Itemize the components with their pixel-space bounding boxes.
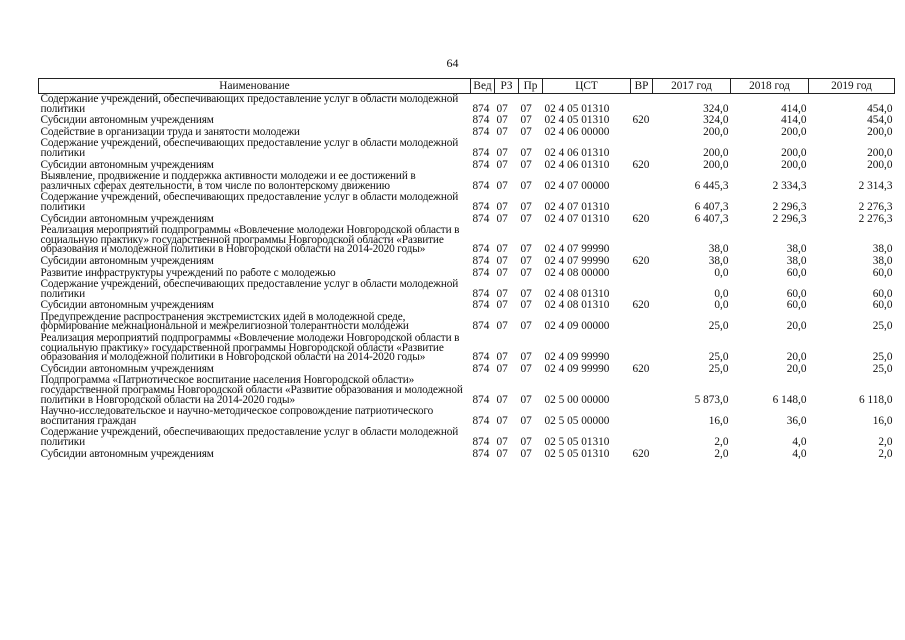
cell-rz: 07 [496, 300, 508, 312]
table-row [39, 312, 895, 333]
cell-vr: 620 [632, 255, 650, 267]
cell-cst: 02 4 05 01310 [544, 102, 610, 115]
table-row [39, 449, 895, 461]
cell-ved: 874 [472, 213, 490, 225]
cell-name: Развитие инфраструктуры учреждений по работе с молодежью [40, 267, 336, 279]
cell-cst: 02 4 07 01310 [544, 200, 610, 213]
cell-2017: 6 445,3 [694, 179, 729, 192]
cell-vr [631, 192, 653, 213]
cell-2017: 200,0 [703, 146, 729, 159]
cell-vr [631, 427, 653, 448]
cell-name: Содействие в организации труда и занятости молодежи [40, 126, 300, 138]
cell-rz: 07 [496, 448, 508, 460]
cell-2017: 324,0 [703, 102, 729, 115]
header-2018: 2018 год [731, 79, 809, 94]
table-row [39, 279, 895, 300]
cell-ved: 874 [472, 436, 490, 448]
table-row [39, 364, 895, 376]
cell-vr: 620 [632, 363, 650, 375]
cell-2017: 5 873,0 [694, 393, 729, 406]
cell-cst: 02 4 07 01310 [544, 213, 610, 225]
cell-ved: 874 [472, 320, 490, 333]
cell-rz: 07 [496, 115, 508, 127]
cell-ved: 874 [472, 300, 490, 312]
cell-ved: 874 [472, 267, 490, 279]
cell-2019: 2 276,3 [858, 200, 893, 213]
table-row [39, 214, 895, 226]
cell-rz: 07 [496, 102, 508, 115]
cell-2017: 200,0 [703, 126, 729, 138]
cell-2019: 454,0 [867, 115, 893, 127]
cell-vr [631, 225, 653, 256]
cell-2017: 38,0 [708, 243, 729, 256]
cell-vr: 620 [632, 300, 650, 312]
cell-2018: 38,0 [786, 255, 807, 267]
cell-2018: 2 296,3 [772, 200, 807, 213]
cell-name: Подпрограмма «Патриотическое воспитание населения Новгородской области» государственной программы Новгородской области «Развитие образования и молодежной политики в Новгородской области на 2014-2020 годы» [40, 375, 463, 406]
cell-2018: 414,0 [781, 115, 807, 127]
cell-ved: 874 [472, 351, 490, 364]
cell-rz: 07 [496, 243, 508, 256]
cell-vr [631, 406, 653, 427]
cell-cst: 02 5 00 00000 [544, 393, 610, 406]
table-body [39, 94, 895, 461]
cell-name: Субсидии автономным учреждениям [40, 448, 214, 460]
cell-ved: 874 [472, 243, 490, 256]
cell-name: Реализация мероприятий подпрограммы «Вовлечение молодежи Новгородской области в социальную практику» государственной программы Новгородской области «Развитие образования и молодежной политики в Новгородской области на 2014-2020 годы» [40, 333, 460, 364]
cell-rz: 07 [496, 363, 508, 375]
cell-name: Субсидии автономным учреждениям [40, 363, 214, 375]
cell-2017: 6 407,3 [694, 200, 729, 213]
cell-2019: 60,0 [872, 300, 893, 312]
cell-ved: 874 [472, 179, 490, 192]
cell-2018: 414,0 [781, 102, 807, 115]
header-name: Наименование [39, 79, 471, 94]
cell-pr: 07 [520, 351, 532, 364]
cell-cst: 02 5 05 01310 [544, 436, 610, 448]
cell-2017: 0,0 [714, 287, 729, 300]
cell-2018: 4,0 [792, 448, 807, 460]
cell-2019: 60,0 [872, 267, 893, 279]
cell-pr: 07 [520, 115, 532, 127]
cell-vr [631, 171, 653, 192]
cell-name: Субсидии автономным учреждениям [40, 115, 214, 127]
cell-2019: 200,0 [867, 126, 893, 138]
cell-name: Предупреждение распространения экстремистских идей в молодежной среде, формирование межнациональной и межрелигиозной толерантности молодежи [40, 311, 409, 333]
header-ved: Вед [471, 79, 495, 94]
cell-2019: 60,0 [872, 287, 893, 300]
cell-cst: 02 4 09 99990 [544, 351, 610, 364]
table-row [39, 160, 895, 172]
cell-pr: 07 [520, 159, 532, 171]
table-row [39, 300, 895, 312]
cell-rz: 07 [496, 351, 508, 364]
cell-vr [631, 138, 653, 159]
cell-pr: 07 [520, 179, 532, 192]
cell-2018: 38,0 [786, 243, 807, 256]
cell-pr: 07 [520, 255, 532, 267]
cell-name: Содержание учреждений, обеспечивающих предоставление услуг в области молодежной политики [40, 427, 459, 448]
table-row [39, 375, 895, 406]
cell-cst: 02 5 05 01310 [544, 448, 610, 460]
cell-2017: 0,0 [714, 267, 729, 279]
table-row [39, 171, 895, 192]
cell-vr: 620 [632, 448, 650, 460]
cell-rz: 07 [496, 436, 508, 448]
cell-rz: 07 [496, 255, 508, 267]
cell-2019: 38,0 [872, 255, 893, 267]
cell-2017: 200,0 [703, 159, 729, 171]
cell-vr: 620 [632, 159, 650, 171]
cell-name: Реализация мероприятий подпрограммы «Вовлечение молодежи Новгородской области в социальную практику» государственной программы Новгородской области «Развитие образования и молодежной политики в Новгородской области на 2014-2020 годы» [40, 225, 460, 256]
header-rz: РЗ [495, 79, 519, 94]
header-2019: 2019 год [809, 79, 895, 94]
cell-rz: 07 [496, 146, 508, 159]
cell-rz: 07 [496, 200, 508, 213]
cell-2018: 20,0 [786, 351, 807, 364]
cell-2017: 25,0 [708, 320, 729, 333]
cell-cst: 02 4 06 01310 [544, 146, 610, 159]
cell-2017: 2,0 [714, 448, 729, 460]
table-row [39, 268, 895, 280]
cell-pr: 07 [520, 267, 532, 279]
table-row [39, 256, 895, 268]
cell-2018: 2 334,3 [772, 179, 807, 192]
cell-2018: 60,0 [786, 267, 807, 279]
cell-cst: 02 4 08 01310 [544, 287, 610, 300]
cell-2019: 25,0 [872, 363, 893, 375]
cell-2017: 324,0 [703, 115, 729, 127]
cell-cst: 02 4 09 00000 [544, 320, 610, 333]
cell-ved: 874 [472, 102, 490, 115]
table-row [39, 127, 895, 139]
cell-2019: 200,0 [867, 146, 893, 159]
cell-2017: 25,0 [708, 363, 729, 375]
cell-pr: 07 [520, 320, 532, 333]
cell-cst: 02 4 05 01310 [544, 115, 610, 127]
cell-2019: 454,0 [867, 102, 893, 115]
cell-2018: 200,0 [781, 159, 807, 171]
table-row [39, 427, 895, 448]
cell-vr [631, 375, 653, 406]
cell-2019: 200,0 [867, 159, 893, 171]
cell-2019: 2 276,3 [858, 213, 893, 225]
cell-vr [631, 94, 653, 116]
table-row [39, 192, 895, 213]
cell-cst: 02 5 05 00000 [544, 414, 610, 427]
cell-vr [631, 333, 653, 364]
cell-2017: 16,0 [708, 414, 729, 427]
cell-2019: 38,0 [872, 243, 893, 256]
cell-cst: 02 4 08 01310 [544, 300, 610, 312]
header-row [39, 79, 895, 94]
cell-ved: 874 [472, 126, 490, 138]
cell-rz: 07 [496, 393, 508, 406]
cell-ved: 874 [472, 200, 490, 213]
cell-name: Субсидии автономным учреждениям [40, 300, 214, 312]
cell-2018: 4,0 [792, 436, 807, 448]
cell-pr: 07 [520, 363, 532, 375]
cell-rz: 07 [496, 414, 508, 427]
cell-vr [631, 279, 653, 300]
cell-rz: 07 [496, 213, 508, 225]
cell-name: Субсидии автономным учреждениям [40, 255, 214, 267]
cell-ved: 874 [472, 448, 490, 460]
cell-2017: 6 407,3 [694, 213, 729, 225]
cell-rz: 07 [496, 287, 508, 300]
cell-2018: 200,0 [781, 126, 807, 138]
cell-name: Научно-исследовательское и научно-методическое сопровождение патриотического воспитания граждан [40, 406, 434, 427]
table-row [39, 333, 895, 364]
cell-name: Содержание учреждений, обеспечивающих предоставление услуг в области молодежной политики [40, 93, 459, 115]
cell-2019: 16,0 [872, 414, 893, 427]
cell-cst: 02 4 06 01310 [544, 159, 610, 171]
cell-vr: 620 [632, 115, 650, 127]
table-row [39, 94, 895, 116]
cell-name: Субсидии автономным учреждениям [40, 213, 214, 225]
cell-name: Содержание учреждений, обеспечивающих предоставление услуг в области молодежной политики [40, 279, 459, 300]
cell-rz: 07 [496, 320, 508, 333]
cell-rz: 07 [496, 159, 508, 171]
cell-ved: 874 [472, 287, 490, 300]
cell-cst: 02 4 06 00000 [544, 126, 610, 138]
cell-2018: 2 296,3 [772, 213, 807, 225]
cell-pr: 07 [520, 213, 532, 225]
cell-2018: 6 148,0 [772, 393, 807, 406]
cell-rz: 07 [496, 267, 508, 279]
cell-2019: 6 118,0 [859, 393, 893, 406]
cell-pr: 07 [520, 126, 532, 138]
cell-2019: 2 314,3 [858, 179, 893, 192]
header-2017: 2017 год [653, 79, 731, 94]
cell-ved: 874 [472, 159, 490, 171]
cell-pr: 07 [520, 102, 532, 115]
cell-name: Содержание учреждений, обеспечивающих предоставление услуг в области молодежной политики [40, 138, 459, 159]
cell-pr: 07 [520, 146, 532, 159]
cell-cst: 02 4 07 00000 [544, 179, 610, 192]
cell-cst: 02 4 07 99990 [544, 255, 610, 267]
table-row [39, 115, 895, 127]
cell-2017: 38,0 [708, 255, 729, 267]
cell-name: Выявление, продвижение и поддержка активности молодежи и ее достижений в различных сферах деятельности, в том числе по волонтерскому движению [40, 171, 416, 192]
cell-vr [631, 312, 653, 333]
table-row [39, 138, 895, 159]
cell-ved: 874 [472, 115, 490, 127]
cell-cst: 02 4 07 99990 [544, 243, 610, 256]
cell-name: Субсидии автономным учреждениям [40, 159, 214, 171]
cell-ved: 874 [472, 146, 490, 159]
cell-pr: 07 [520, 200, 532, 213]
cell-name: Содержание учреждений, обеспечивающих предоставление услуг в области молодежной политики [40, 192, 459, 213]
cell-2018: 20,0 [786, 363, 807, 375]
cell-vr [631, 268, 653, 280]
cell-2018: 60,0 [786, 287, 807, 300]
cell-2018: 20,0 [786, 320, 807, 333]
cell-ved: 874 [472, 255, 490, 267]
cell-pr: 07 [520, 448, 532, 460]
header-vr: ВР [631, 79, 653, 94]
cell-cst: 02 4 08 00000 [544, 267, 610, 279]
cell-pr: 07 [520, 287, 532, 300]
cell-2017: 2,0 [714, 436, 729, 448]
cell-ved: 874 [472, 393, 490, 406]
cell-vr [631, 127, 653, 139]
cell-pr: 07 [520, 243, 532, 256]
cell-pr: 07 [520, 393, 532, 406]
cell-ved: 874 [472, 363, 490, 375]
cell-2018: 60,0 [786, 300, 807, 312]
cell-2017: 0,0 [714, 300, 729, 312]
cell-rz: 07 [496, 179, 508, 192]
cell-rz: 07 [496, 126, 508, 138]
table-row [39, 225, 895, 256]
cell-cst: 02 4 09 99990 [544, 363, 610, 375]
header-pr: Пр [519, 79, 543, 94]
cell-2019: 25,0 [872, 351, 893, 364]
cell-2019: 2,0 [878, 436, 893, 448]
cell-pr: 07 [520, 436, 532, 448]
table-row [39, 406, 895, 427]
cell-2018: 36,0 [786, 414, 807, 427]
cell-2019: 2,0 [878, 448, 893, 460]
cell-2017: 25,0 [708, 351, 729, 364]
cell-2019: 25,0 [872, 320, 893, 333]
cell-vr: 620 [632, 213, 650, 225]
cell-2018: 200,0 [781, 146, 807, 159]
page-number: 64 [446, 56, 459, 70]
cell-pr: 07 [520, 414, 532, 427]
budget-table [38, 78, 895, 460]
header-cst: ЦСТ [543, 79, 631, 94]
cell-ved: 874 [472, 414, 490, 427]
cell-pr: 07 [520, 300, 532, 312]
